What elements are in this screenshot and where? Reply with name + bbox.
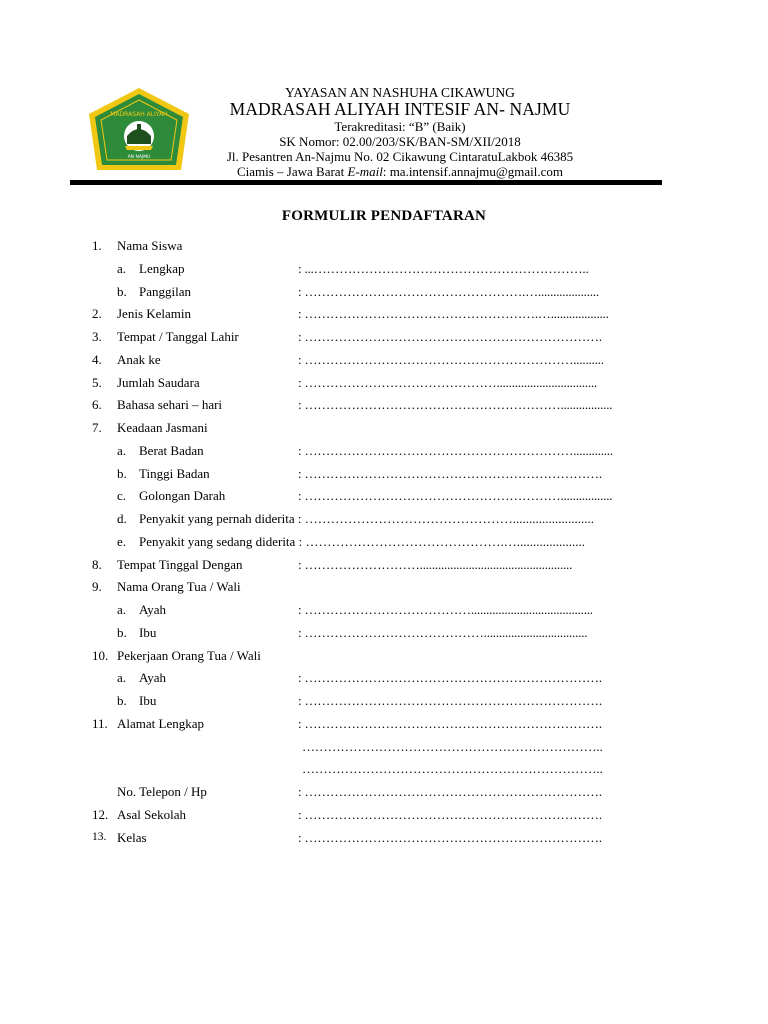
sub-field-letter: a. [117, 670, 127, 686]
sub-field-letter: b. [117, 693, 127, 708]
field-label: Tempat / Tanggal Lahir [117, 329, 239, 344]
field-fill-line: : …………………………………….................................. [298, 624, 588, 640]
field-label: Jenis Kelamin [117, 306, 192, 322]
field-fill-line: …………………………………………………………….. [302, 738, 603, 754]
field-fill-line: : ……………………………………………………………. [298, 829, 602, 845]
field-number: 12. [92, 806, 109, 822]
field-fill-line: : ……………………………………………………………. [298, 784, 602, 799]
field-label: Ayah [139, 670, 166, 686]
sub-field-letter: b. [117, 624, 127, 640]
field-label: Tempat Tinggal Dengan [117, 556, 243, 572]
form-row [0, 238, 768, 258]
sub-field-letter: b. [117, 283, 127, 299]
svg-text:MADRASAH ALIYAH: MADRASAH ALIYAH [110, 111, 168, 118]
header-divider [70, 180, 662, 185]
form-row [0, 511, 768, 531]
field-fill-line: : ……………………………………………………………. [298, 693, 602, 708]
form-row [0, 466, 768, 486]
svg-text:AN NAJMU: AN NAJMU [127, 155, 151, 160]
field-number: 7. [92, 420, 102, 435]
form-row [0, 284, 768, 304]
field-label-with-line [139, 511, 594, 527]
field-fill-line: : ……………………….................................................. [298, 556, 573, 572]
field-fill-line: : ……………………………………………….…................... [298, 306, 609, 322]
field-number: 3. [92, 329, 102, 344]
field-fill-line: : …………………………………........................................ [298, 602, 593, 617]
field-label: Ibu [139, 624, 157, 640]
field-number: 9. [92, 579, 102, 595]
accreditation: Terakreditasi: “B” (Baik) [334, 119, 466, 134]
form-row [0, 352, 768, 372]
field-fill-line: : ...……………………………………………………….. [298, 260, 589, 276]
field-number: 11. [92, 715, 108, 731]
form-row [0, 329, 768, 349]
sub-field-letter: a. [117, 260, 127, 276]
sub-field-letter: a. [117, 442, 127, 458]
field-fill-line: : ………………………………………………………............. [298, 442, 613, 458]
form-row [0, 761, 768, 781]
field-label: Alamat Lengkap [117, 715, 204, 731]
school-name: MADRASAH ALIYAH INTESIF AN- NAJMU [229, 99, 571, 119]
sub-field-letter: d. [117, 511, 127, 526]
form-row [0, 420, 768, 440]
field-fill-line: ……………………………………….…..................... [302, 533, 585, 549]
sub-field-letter: a. [117, 602, 127, 617]
field-fill-line: : ……………………………………………………….......... [298, 351, 604, 367]
field-label: Jumlah Saudara [117, 374, 200, 390]
form-row [0, 784, 768, 804]
field-label: Nama Orang Tua / Wali [117, 579, 241, 595]
field-number: 13. [92, 830, 107, 843]
field-fill-line: …………………………………………......................... [301, 511, 594, 526]
field-fill-line: : ……………………………………………………………. [298, 806, 602, 822]
email-label: E-mail [347, 164, 383, 179]
field-label: Golongan Darah [139, 488, 226, 504]
field-label: No. Telepon / Hp [117, 784, 207, 799]
sk-number: SK Nomor: 02.00/203/SK/BAN-SM/XII/2018 [279, 134, 521, 149]
school-address: Jl. Pesantren An-Najmu No. 02 Cikawung CintaratuLakbok 46385 [226, 149, 574, 164]
field-number: 8. [92, 556, 102, 572]
field-number: 5. [92, 374, 102, 390]
foundation-name: YAYASAN AN NASHUHA CIKAWUNG [285, 85, 515, 100]
form-row [0, 602, 768, 622]
form-row [0, 579, 768, 599]
field-label: Penyakit yang pernah diderita : [139, 511, 302, 526]
form-row [0, 716, 768, 736]
field-fill-line: : ……………………………………………………................. [298, 488, 613, 504]
field-fill-line: …………………………………………………………….. [302, 761, 603, 777]
field-label: Ayah [139, 602, 166, 617]
sub-field-letter: e. [117, 533, 127, 549]
field-number: 6. [92, 397, 102, 413]
field-label: Tinggi Badan [139, 465, 210, 481]
form-title: FORMULIR PENDAFTARAN [281, 208, 487, 224]
field-fill-line: : ……………………………………………………………. [298, 465, 602, 481]
field-label: Kelas [117, 829, 147, 845]
form-row [0, 830, 768, 850]
field-label: Lengkap [139, 260, 185, 276]
city: Ciamis – Jawa Barat [236, 164, 348, 179]
form-row [0, 443, 768, 463]
field-fill-line: : ………………………………………................................. [298, 374, 598, 390]
field-fill-line: : ……………………………………………………………. [298, 329, 602, 344]
sub-field-letter: c. [117, 488, 127, 504]
sub-field-letter: b. [117, 465, 127, 481]
form-row [0, 375, 768, 395]
field-label: Penyakit yang sedang diderita : [139, 533, 303, 549]
field-fill-line: : ……………………………………………………………. [298, 670, 602, 686]
field-label: Panggilan [139, 283, 191, 299]
form-row [0, 807, 768, 827]
form-row [0, 261, 768, 281]
form-row [0, 488, 768, 508]
field-label: Ibu [139, 693, 157, 708]
field-fill-line: : ……………………………………………………................. [298, 397, 613, 413]
field-fill-line: : …………………………………………….….................... [298, 283, 599, 299]
email-address: : ma.intensif.annajmu@gmail.com [382, 164, 564, 179]
form-row [0, 557, 768, 577]
field-fill-line: : ……………………………………………………………. [298, 715, 602, 731]
form-row [0, 625, 768, 645]
field-label: Keadaan Jasmani [117, 420, 208, 435]
field-label: Bahasa sehari – hari [117, 397, 223, 413]
contact-line [170, 164, 630, 180]
form-row [0, 397, 768, 417]
field-label: Anak ke [117, 351, 161, 367]
form-row [0, 306, 768, 326]
field-number: 4. [92, 351, 102, 367]
form-row [0, 648, 768, 668]
form-row [0, 693, 768, 713]
field-label: Asal Sekolah [117, 806, 186, 822]
field-label: Pekerjaan Orang Tua / Wali [117, 647, 261, 663]
field-label: Berat Badan [139, 442, 204, 458]
field-number: 2. [92, 306, 102, 322]
form-row [0, 670, 768, 690]
field-label: Nama Siswa [117, 238, 183, 253]
form-row [0, 739, 768, 759]
field-label-with-line [139, 534, 585, 550]
field-number: 1. [92, 238, 102, 253]
form-row [0, 534, 768, 554]
field-number: 10. [92, 647, 109, 663]
